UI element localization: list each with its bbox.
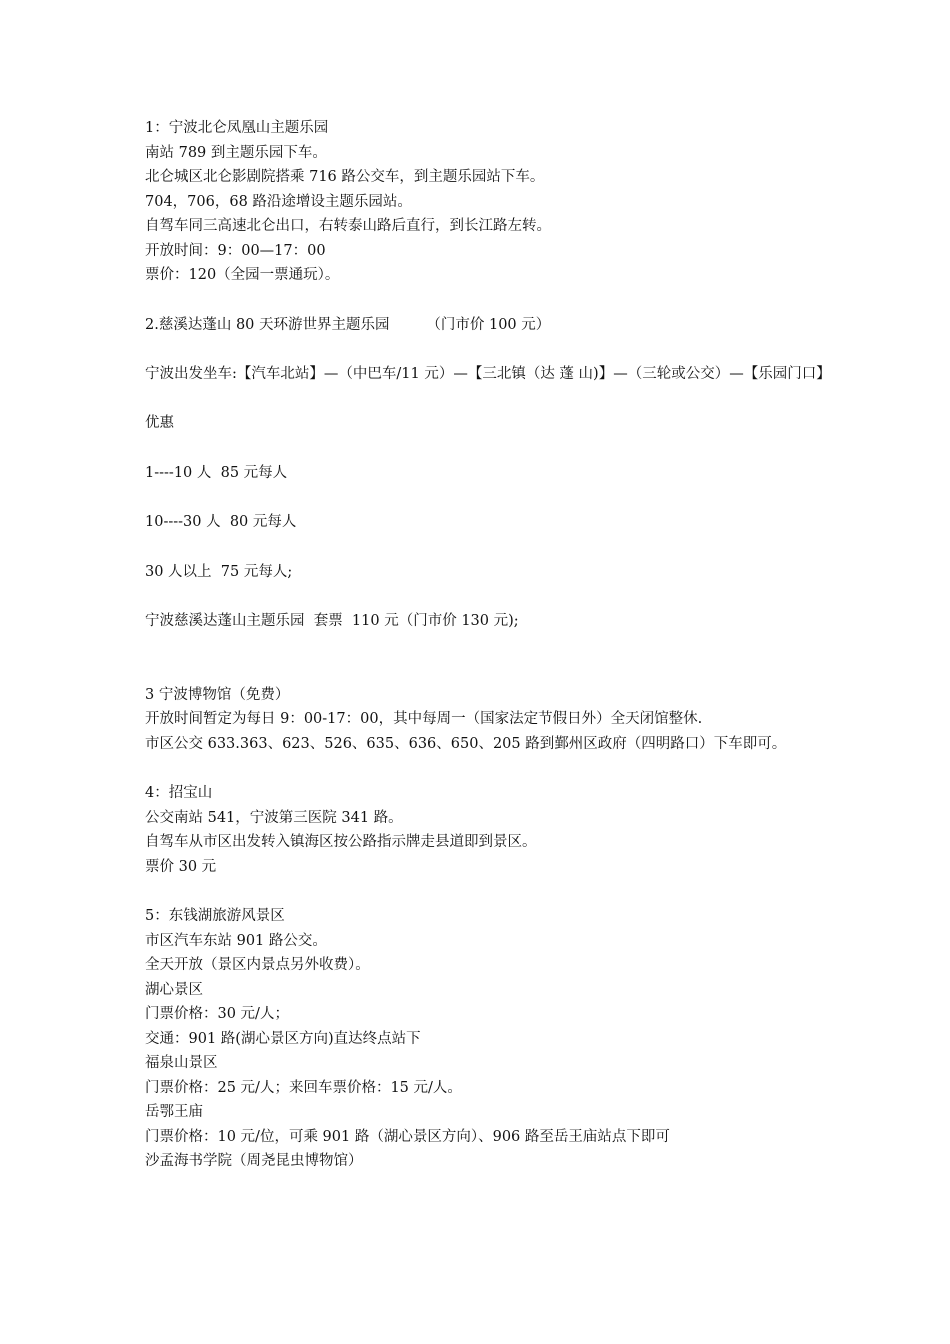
section-3-line: 市区公交 633.363、623、526、635、636、650、205 路到鄞州区政府（四明路口）下车即可。	[145, 735, 787, 752]
section-5-line: 福泉山景区	[145, 1055, 218, 1071]
section-5-line: 湖心景区	[145, 981, 203, 998]
section-1-title: 1：宁波北仑凤凰山主题乐园	[145, 120, 329, 136]
section-2-route: 宁波出发坐车:【汽车北站】—（中巴车/11 元）—【三北镇（达 蓬 山)】—（三轮或公交）—【乐园门口】	[145, 365, 831, 382]
section-5-line: 沙孟海书学院（周尧昆虫博物馆）	[145, 1153, 363, 1169]
section-5-line: 岳鄂王庙	[145, 1104, 203, 1120]
section-4-line: 自驾车从市区出发转入镇海区按公路指示牌走县道即到景区。	[145, 834, 537, 850]
section-2-discount-label: 优惠	[145, 415, 174, 431]
section-3-title: 3 宁波博物馆（免费）	[145, 686, 290, 703]
document-body	[145, 116, 845, 1174]
section-4-title: 4：招宝山	[145, 785, 213, 801]
section-3-line: 开放时间暂定为每日 9：00-17：00，其中每周一（国家法定节假日外）全天闭馆整休.	[145, 711, 703, 727]
section-1-line: 开放时间：9：00—17：00	[145, 242, 326, 259]
section-5-line: 市区汽车东站 901 路公交。	[145, 932, 327, 949]
section-1-line: 704，706，68 路沿途增设主题乐园站。	[145, 193, 412, 210]
section-1-line: 北仑城区北仑影剧院搭乘 716 路公交车，到主题乐园站下车。	[145, 169, 545, 185]
section-1-line: 票价：120（全园一票通玩）。	[145, 267, 340, 283]
section-5-title: 5：东钱湖旅游风景区	[145, 908, 285, 924]
section-5-line: 交通：901 路(湖心景区方向)直达终点站下	[145, 1030, 421, 1047]
section-2-price: 10----30 人 80 元每人	[145, 514, 297, 530]
section-2-price: 1----10 人 85 元每人	[145, 464, 288, 481]
section-1-line: 自驾车同三高速北仑出口，右转泰山路后直行，到长江路左转。	[145, 218, 551, 234]
section-1-line: 南站 789 到主题乐园下车。	[145, 144, 327, 161]
section-5-line: 门票价格：10 元/位，可乘 901 路（湖心景区方向）、906 路至岳王庙站点下即可	[145, 1128, 670, 1145]
section-2-price: 宁波慈溪达蓬山主题乐园 套票 110 元（门市价 130 元);	[145, 613, 519, 629]
section-2-title: 2.慈溪达蓬山 80 天环游世界主题乐园 （门市价 100 元）	[145, 316, 551, 333]
section-5-line: 门票价格：25 元/人；来回车票价格：15 元/人。	[145, 1079, 462, 1096]
section-5-line: 全天开放（景区内景点另外收费）。	[145, 957, 370, 973]
section-5-line: 门票价格：30 元/人；	[145, 1006, 289, 1022]
section-4-line: 票价 30 元	[145, 858, 217, 875]
section-2-price: 30 人以上 75 元每人;	[145, 563, 293, 580]
section-4-line: 公交南站 541，宁波第三医院 341 路。	[145, 809, 403, 826]
